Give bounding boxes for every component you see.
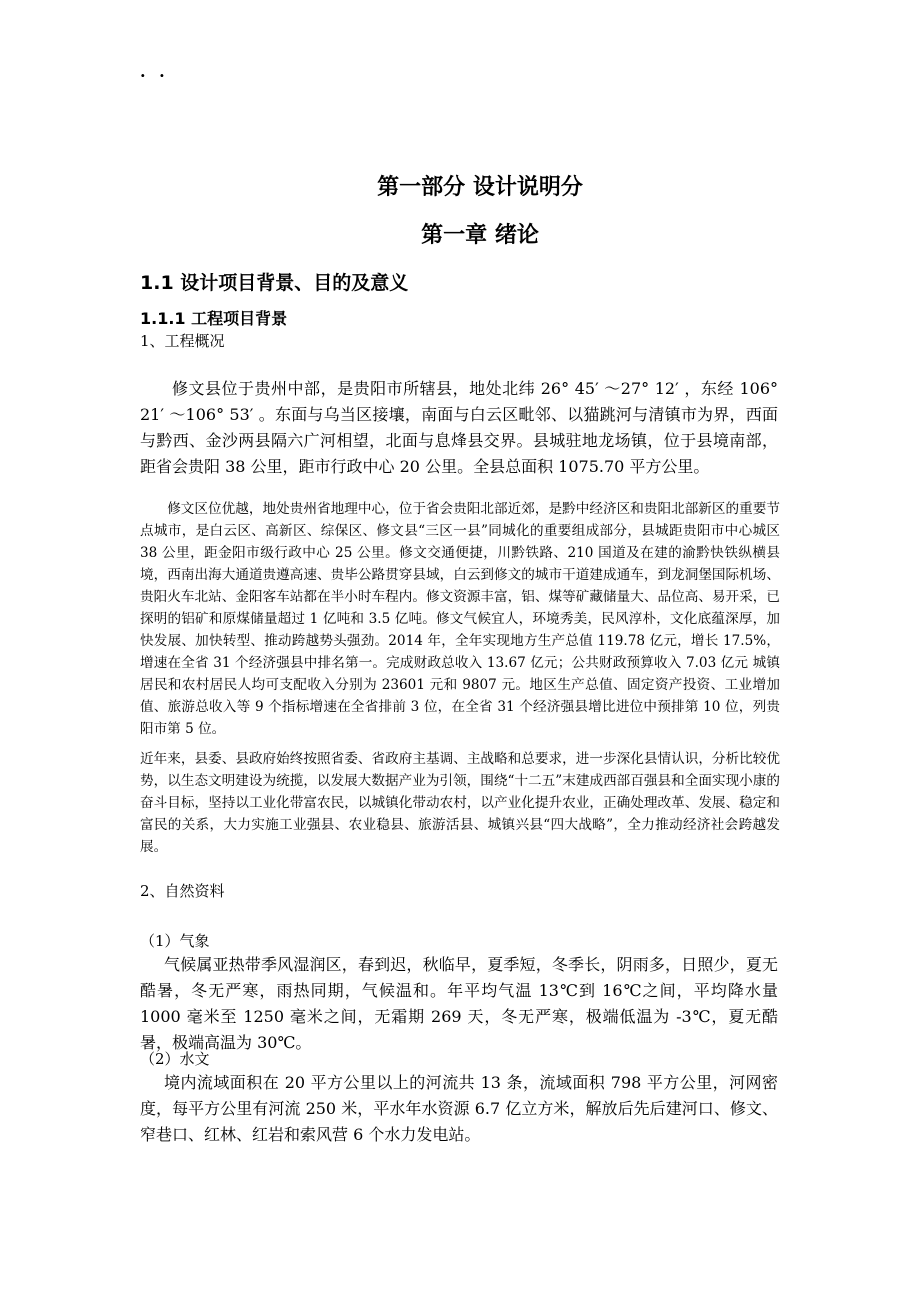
item-label-natural-data: 2、自然资料 (140, 882, 225, 900)
sub-label-hydrology: （2）水文 (140, 1050, 210, 1068)
sub-label-climate: （1）气象 (140, 932, 210, 950)
part-title: 第一部分 设计说明分 (377, 175, 583, 200)
item-label-engineering-overview: 1、工程概况 (140, 332, 225, 350)
paragraph-climate: 气候属亚热带季风湿润区，春到迟，秋临早，夏季短，冬季长，阴雨多，日照少，夏无酷暑，冬无严寒，雨热同期，气候温和。年平均气温 13℃到 16℃之间，平均降水量 1000 毫米至 1250 毫米之间，无霜期 269 天，冬无严寒，极端低温为 -3℃，夏无酷暑，极端高温为 30℃。 (140, 955, 778, 1052)
paragraph-location: 修文县位于贵州中部，是贵阳市所辖县，地处北纬 26° 45′ ～27° 12′ ，东经 106° 21′ ～106° 53′ 。东面与乌当区接壤，南面与白云区毗邻、以猫跳河与清镇市为界，西面与黔西、金沙两县隔六广河相望，北面与息烽县交界。县城驻地龙场镇，位于县境南部，距省会贵阳 38 公里，距市行政中心 20 公里。全县总面积 1075.70 平方公里。 (140, 379, 778, 476)
section-heading: 1.1 设计项目背景、目的及意义 (140, 272, 409, 294)
paragraph-hydrology: 境内流域面积在 20 平方公里以上的河流共 13 条，流域面积 798 平方公里，河网密度，每平方公里有河流 250 米，平水年水资源 6.7 亿立方米，解放后先后建河口、修文、窄巷口、红林、红岩和索风营 6 个水力发电站。 (140, 1073, 778, 1144)
paragraph-advantages: 修文区位优越，地处贵州省地理中心，位于省会贵阳北部近郊，是黔中经济区和贵阳北部新区的重要节点城市，是白云区、高新区、综保区、修文县“三区一县”同城化的重要组成部分，县城距贵阳市中心城区 38 公里，距金阳市级行政中心 25 公里。修文交通便捷，川黔铁路、210 国道及在建的渝黔快铁纵横县境，西南出海大通道贵遵高速、贵毕公路贯穿县域，白云到修文的城市干道建成通车，到龙洞堡国际机场、贵阳火车北站、金阳客车站都在半小时车程内。修文资源丰富，铝、煤等矿藏储量大、品位高、易开采，已探明的铝矿和原煤储量超过 1 亿吨和 3.5 亿吨。修文气候宜人，环境秀美，民风淳朴，文化底蕴深厚，加快发展、加快转型、推动跨越势头强劲。2014 年，全年实现地方生产总值 119.78 亿元，增长 17.5%，增速在全省 31 个经济强县中排名第一。完成财政总收入 13.67 亿元；公共财政预算收入 7.03 亿元 城镇居民和农村居民人均可支配收入分别为 23601 元和 9807 元。地区生产总值、固定资产投资、工业增加值、旅游总收入等 9 个指标增速在全省排前 3 位，在全省 31 个经济强县增比进位中预排第 10 位，列贵阳市第 5 位。 (140, 501, 780, 737)
header-dots: . . (140, 62, 169, 81)
paragraph-recent-years: 近年来，县委、县政府始终按照省委、省政府主基调、主战略和总要求，进一步深化县情认识，分析比较优势，以生态文明建设为统揽，以发展大数据产业为引领，围绕“十二五”末建成西部百强县和全面实现小康的奋斗目标，坚持以工业化带富农民，以城镇化带动农村，以产业化提升农业，正确处理改革、发展、稳定和富民的关系，大力实施工业强县、农业稳县、旅游活县、城镇兴县“四大战略”，全力推动经济社会跨越发展。 (140, 751, 780, 855)
chapter-title: 第一章 绪论 (421, 223, 539, 248)
subsection-heading: 1.1.1 工程项目背景 (140, 309, 288, 328)
